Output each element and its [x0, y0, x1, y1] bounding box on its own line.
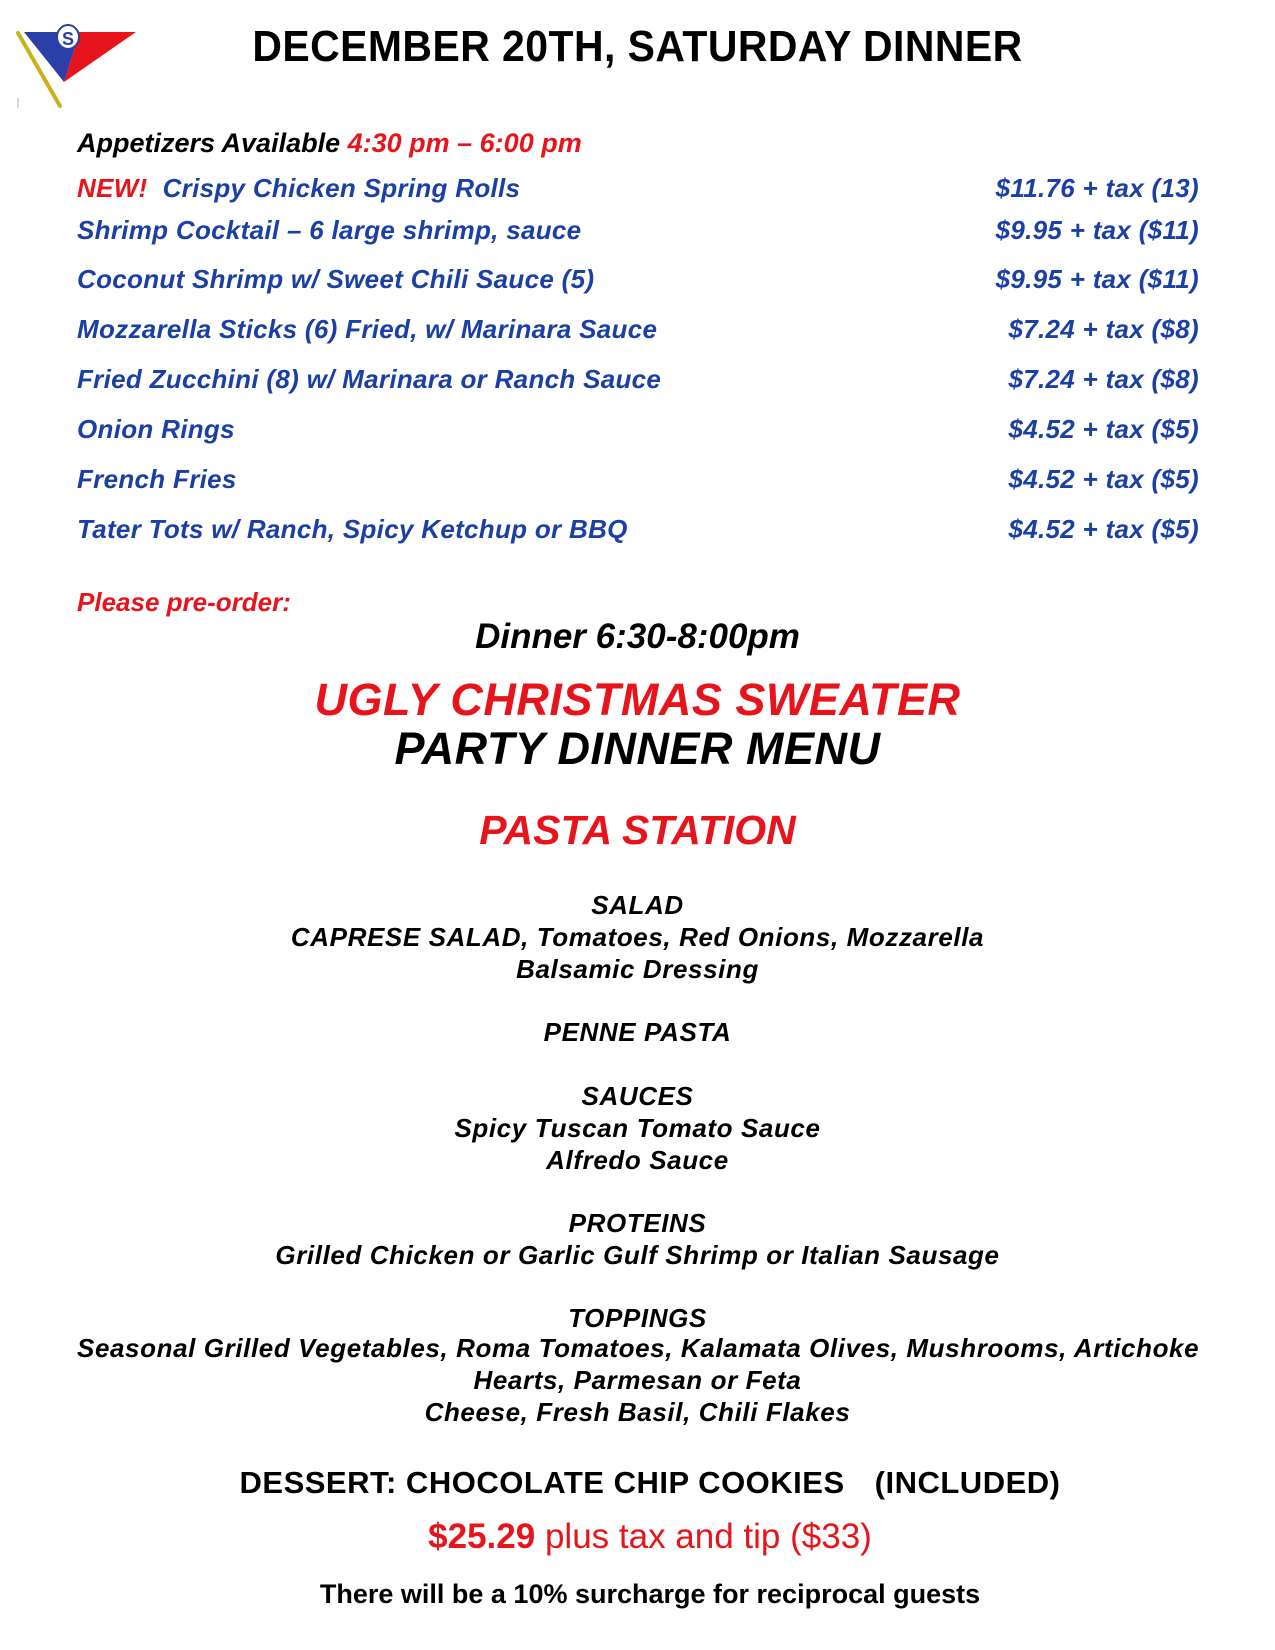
- appetizers-hours: 4:30 pm – 6:00 pm: [347, 128, 582, 158]
- appetizers-header: [77, 128, 582, 159]
- appetizer-name: Coconut Shrimp w/ Sweet Chili Sauce (5): [77, 264, 595, 294]
- appetizer-name: Crispy Chicken Spring Rolls: [162, 173, 521, 203]
- dessert-line: [0, 1465, 1275, 1501]
- appetizer-price: $4.52 + tax ($5): [1008, 414, 1199, 444]
- appetizer-name: Onion Rings: [77, 414, 235, 444]
- salad-line: Balsamic Dressing: [516, 954, 759, 984]
- appetizer-name: French Fries: [77, 464, 237, 494]
- appetizers-label: Appetizers Available: [77, 128, 341, 158]
- pasta-heading: PENNE PASTA: [543, 1017, 732, 1047]
- new-badge: NEW!: [77, 173, 148, 203]
- appetizer-name: Tater Tots w/ Ranch, Spicy Ketchup or BBQ: [77, 514, 628, 544]
- appetizer-price: $9.95 + tax ($11): [995, 264, 1199, 294]
- appetizer-price: $4.52 + tax ($5): [1008, 464, 1199, 494]
- toppings-heading: TOPPINGS: [568, 1303, 707, 1333]
- appetizer-price: $11.76 + tax (13): [995, 173, 1199, 203]
- sauces-heading: SAUCES: [581, 1081, 694, 1111]
- proteins-heading: PROTEINS: [568, 1208, 707, 1238]
- appetizer-price: $7.24 + tax ($8): [1008, 314, 1199, 344]
- appetizer-price: $4.52 + tax ($5): [1008, 514, 1199, 544]
- salad-line: CAPRESE SALAD, Tomatoes, Red Onions, Mozzarella: [290, 922, 985, 952]
- station-title: PASTA STATION: [479, 807, 796, 853]
- party-title-black: PARTY DINNER MENU: [394, 723, 881, 774]
- protein-line: Grilled Chicken or Garlic Gulf Shrimp or Italian Sausage: [275, 1240, 1000, 1270]
- price-rest: plus tax and tip ($33): [544, 1517, 872, 1556]
- appetizer-name: Shrimp Cocktail – 6 large shrimp, sauce: [77, 215, 582, 245]
- sauce-line: Spicy Tuscan Tomato Sauce: [454, 1113, 821, 1143]
- appetizer-name: Mozzarella Sticks (6) Fried, w/ Marinara Sauce: [77, 314, 658, 344]
- page-title: DECEMBER 20TH, SATURDAY DINNER: [252, 22, 1023, 71]
- party-title-red: UGLY CHRISTMAS SWEATER: [314, 674, 961, 725]
- topping-line: Hearts, Parmesan or Feta: [473, 1365, 802, 1395]
- topping-line: Seasonal Grilled Vegetables, Roma Tomatoes, Kalamata Olives, Mushrooms, Artichoke: [77, 1333, 1200, 1363]
- salad-heading: SALAD: [591, 890, 684, 920]
- dinner-time: Dinner 6:30-8:00pm: [475, 617, 800, 656]
- appetizer-price: $9.95 + tax ($11): [995, 215, 1199, 245]
- sauce-line: Alfredo Sauce: [546, 1145, 729, 1175]
- dinner-price: [0, 1517, 1275, 1557]
- price-amount: $25.29: [428, 1517, 536, 1556]
- appetizer-price: $7.24 + tax ($8): [1008, 364, 1199, 394]
- topping-line: Cheese, Fresh Basil, Chili Flakes: [424, 1397, 851, 1427]
- appetizer-name: Fried Zucchini (8) w/ Marinara or Ranch Sauce: [77, 364, 662, 394]
- surcharge-note: There will be a 10% surcharge for reciprocal guests: [319, 1579, 981, 1609]
- logo-letter: S: [61, 29, 75, 49]
- preorder-note: Please pre-order:: [77, 587, 291, 617]
- dessert-note: (INCLUDED): [874, 1465, 1061, 1500]
- dessert-label: DESSERT: CHOCOLATE CHIP COOKIES: [239, 1465, 845, 1500]
